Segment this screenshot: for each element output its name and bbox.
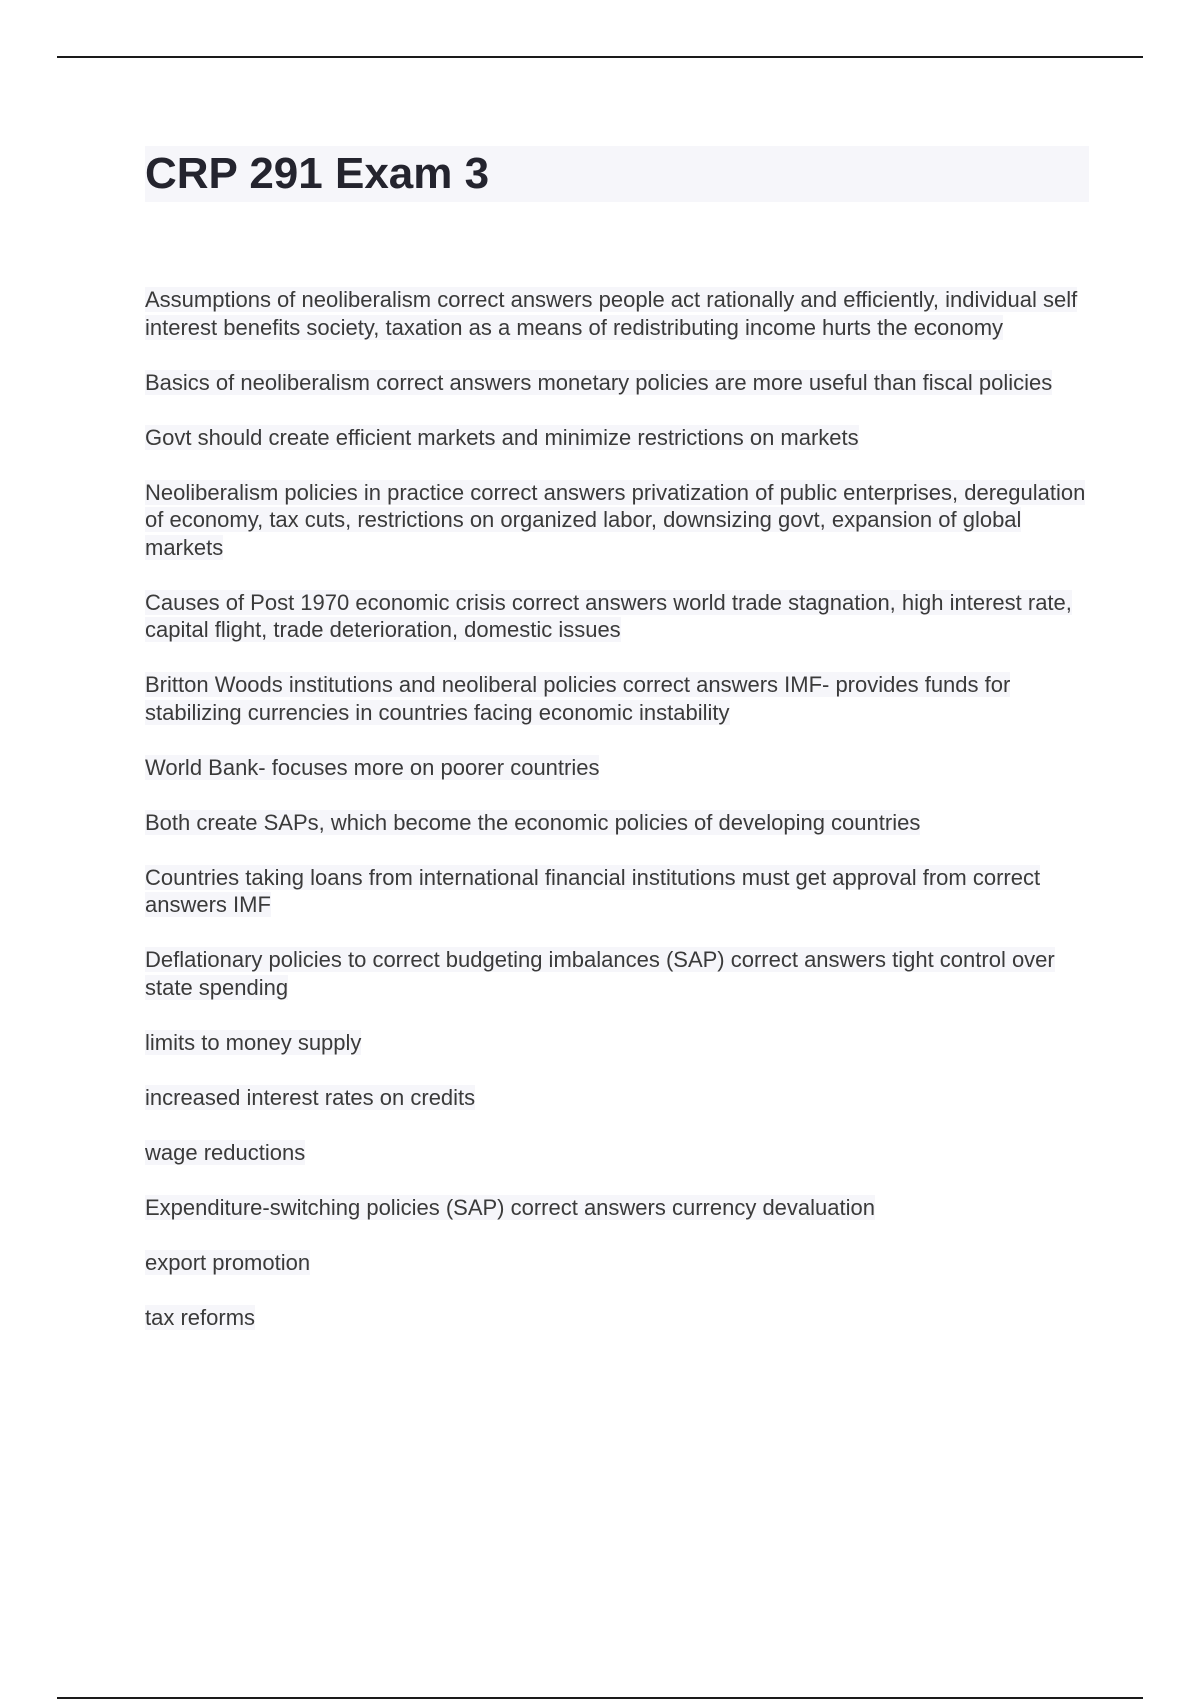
paragraph-text: wage reductions [145,1139,306,1165]
paragraph-britton-woods [145,671,1095,726]
paragraph-text: Both create SAPs, which become the economic policies of developing countries [145,809,921,835]
paragraph-saps [145,809,1095,837]
page-title: CRP 291 Exam 3 [145,149,490,198]
paragraph-text: Expenditure-switching policies (SAP) correct answers currency devaluation [145,1194,875,1220]
paragraph-text: Assumptions of neoliberalism correct answers people act rationally and efficiently, individual self interest benefits society, taxation as a means of redistributing income hurts the economy [145,287,1078,340]
paragraph-deflationary-policies [145,946,1095,1001]
paragraph-text: Britton Woods institutions and neoliberal policies correct answers IMF- provides funds for stabilizing currencies in countries facing economic instability [145,672,1011,725]
paragraph-interest-rates [145,1084,1095,1112]
paragraph-basics-of-neoliberalism [145,369,1095,397]
paragraph-assumptions-of-neoliberalism [145,286,1095,341]
document-body [145,286,1095,1359]
paragraph-text: limits to money supply [145,1029,362,1055]
paragraph-text: Basics of neoliberalism correct answers monetary policies are more useful than fiscal policies [145,369,1053,395]
top-rule [57,56,1143,58]
paragraph-text: Deflationary policies to correct budgeting imbalances (SAP) correct answers tight control over state spending [145,947,1055,1000]
paragraph-money-supply [145,1029,1095,1057]
paragraph-post-1970-crisis [145,589,1095,644]
paragraph-world-bank [145,754,1095,782]
paragraph-tax-reforms [145,1304,1095,1332]
paragraph-text: tax reforms [145,1304,256,1330]
paragraph-text: export promotion [145,1249,311,1275]
paragraph-neoliberalism-in-practice [145,479,1095,562]
paragraph-govt-efficient-markets [145,424,1095,452]
paragraph-text: Causes of Post 1970 economic crisis correct answers world trade stagnation, high interest rate, capital flight, trade deterioration, domestic issues [145,589,1072,642]
paragraph-text: Govt should create efficient markets and minimize restrictions on markets [145,424,859,450]
paragraph-text: Neoliberalism policies in practice correct answers privatization of public enterprises, deregulation of economy, tax cuts, restrictions on organized labor, downsizing govt, expansion of global markets [145,479,1086,560]
paragraph-export-promotion [145,1249,1095,1277]
paragraph-text: Countries taking loans from international financial institutions must get approval from correct answers IMF [145,864,1041,917]
paragraph-expenditure-switching [145,1194,1095,1222]
bottom-rule [57,1697,1143,1699]
paragraph-text: World Bank- focuses more on poorer countries [145,754,600,780]
paragraph-text: increased interest rates on credits [145,1084,476,1110]
paragraph-wage-reductions [145,1139,1095,1167]
paragraph-loan-approval [145,864,1095,919]
